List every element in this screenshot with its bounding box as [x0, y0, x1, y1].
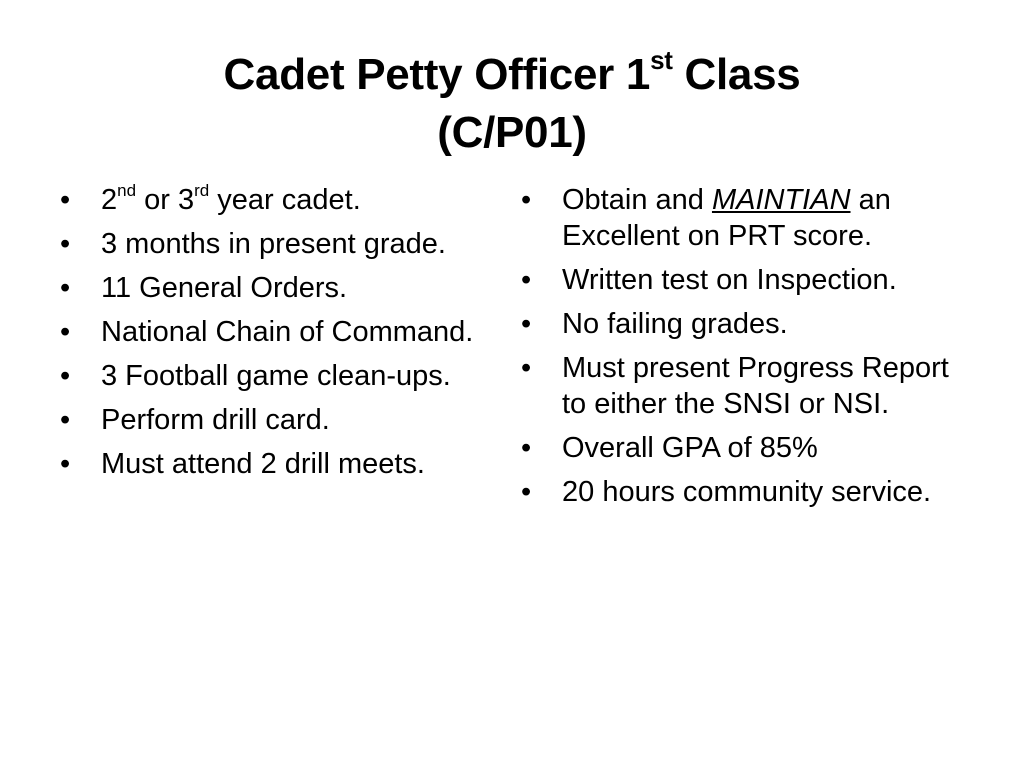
- emphasized-word: MAINTIAN: [711, 184, 851, 216]
- bullet-icon: •: [60, 360, 71, 392]
- list-item: • Overall GPA of 85%: [521, 432, 818, 464]
- title-line2: (C/P01): [437, 108, 587, 157]
- list-item: • 3 Football game clean-ups.: [60, 360, 451, 392]
- bullet-icon: •: [521, 476, 532, 508]
- bullet-icon: •: [521, 352, 532, 384]
- list-item: • Must attend 2 drill meets.: [60, 448, 425, 480]
- list-item: • Obtain and MAINTIAN an Excellent on PRT score.: [521, 184, 891, 252]
- list-item: • Written test on Inspection.: [521, 264, 897, 296]
- left-requirements-list: [60, 182, 500, 490]
- list-item: • 20 hours community service.: [521, 476, 932, 508]
- bullet-icon: •: [521, 308, 532, 340]
- list-item: • 11 General Orders.: [60, 272, 348, 304]
- bullet-icon: •: [60, 184, 71, 216]
- list-item: • 2nd or 3rd year cadet.: [60, 181, 361, 216]
- bullet-icon: •: [60, 316, 71, 348]
- bullet-icon: •: [60, 228, 71, 260]
- bullet-icon: •: [521, 264, 532, 296]
- bullet-icon: •: [60, 448, 71, 480]
- bullet-icon: •: [521, 184, 532, 216]
- bullet-icon: •: [521, 432, 532, 464]
- right-requirements-list: [521, 182, 981, 518]
- bullet-icon: •: [60, 272, 71, 304]
- bullet-icon: •: [60, 404, 71, 436]
- list-item: • National Chain of Command.: [60, 316, 474, 348]
- list-item: • Perform drill card.: [60, 404, 330, 436]
- list-item: • Must present Progress Report to either the SNSI or NSI.: [521, 352, 949, 420]
- list-item: • 3 months in present grade.: [60, 228, 446, 260]
- list-item: • No failing grades.: [521, 308, 788, 340]
- title-line1: Cadet Petty Officer 1st Class: [223, 45, 801, 99]
- slide-title: [60, 46, 964, 162]
